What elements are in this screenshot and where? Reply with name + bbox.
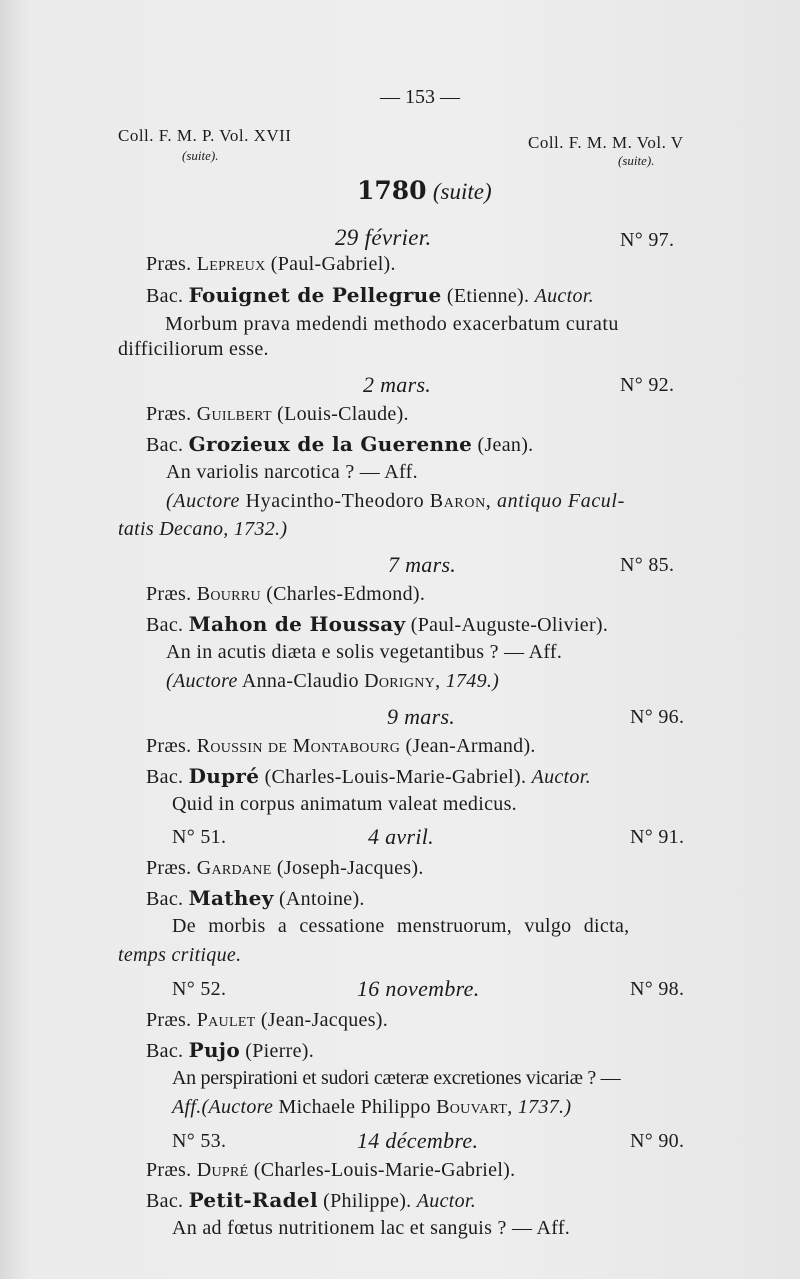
entry-date: 2 mars. xyxy=(363,372,432,397)
praeses-line: Præs. Guilbert (Louis-Claude). xyxy=(146,403,409,425)
entry-date: 14 décembre. xyxy=(357,1128,479,1153)
entry-number-right: N° 90. xyxy=(630,1130,685,1152)
entry-number-right: N° 92. xyxy=(620,374,675,396)
entry-date: 7 mars. xyxy=(388,552,457,577)
praeses-line: Præs. Paulet (Jean-Jacques). xyxy=(146,1009,389,1031)
entry-number-right: N° 91. xyxy=(630,826,685,848)
entry-number-right: N° 96. xyxy=(630,706,685,728)
praeses-line: Præs. Bourru (Charles-Edmond). xyxy=(146,583,426,605)
auctore-note: (Auctore Hyacintho-Theodoro Baron, antiquo Facul- xyxy=(166,490,625,512)
auctore-note: (Auctore Anna-Claudio Dorigny, 1749.) xyxy=(166,670,500,692)
entry-number-left: N° 51. xyxy=(172,826,227,848)
praeses-line: Præs. Gardane (Joseph-Jacques). xyxy=(146,857,424,879)
baccalaureus-line: Bac. Pujo (Pierre). xyxy=(146,1038,315,1062)
thesis-title: An perspirationi et sudori cæteræ excretiones vicariæ ? — xyxy=(172,1067,621,1089)
praeses-line: Præs. Lepreux (Paul-Gabriel). xyxy=(146,253,396,275)
entry-date: 9 mars. xyxy=(387,704,456,729)
entry-number-left: N° 53. xyxy=(172,1130,227,1152)
thesis-title: An ad fœtus nutritionem lac et sanguis ? — Aff. xyxy=(172,1217,571,1239)
header-right-subtitle: (suite). xyxy=(618,153,655,168)
entry-date: 29 février. xyxy=(335,225,432,250)
baccalaureus-line: Bac. Mahon de Houssay (Paul-Auguste-Olivier). xyxy=(146,612,609,636)
entry-number-left: N° 52. xyxy=(172,978,227,1000)
thesis-title-continued: temps critique. xyxy=(118,944,242,966)
entry-date: 16 novembre. xyxy=(357,976,480,1001)
header-right-title: Coll. F. M. M. Vol. V xyxy=(528,133,684,152)
header-left-subtitle: (suite). xyxy=(182,148,219,163)
entry-number-right: N° 97. xyxy=(620,229,675,251)
baccalaureus-line: Bac. Petit-Radel (Philippe). Auctor. xyxy=(146,1188,477,1212)
page-number: — 153 — xyxy=(380,86,460,108)
thesis-title: Quid in corpus animatum valeat medicus. xyxy=(172,793,517,815)
thesis-title: De morbis a cessatione menstruorum, vulgo dicta, xyxy=(172,915,630,937)
praeses-line: Præs. Roussin de Montabourg (Jean-Armand). xyxy=(146,735,536,757)
header-left-title: Coll. F. M. P. Vol. XVII xyxy=(118,126,292,145)
year-suffix: (suite) xyxy=(432,179,492,204)
praeses-line: Præs. Dupré (Charles-Louis-Marie-Gabriel). xyxy=(146,1159,516,1181)
baccalaureus-line: Bac. Fouignet de Pellegrue (Etienne). Auctor. xyxy=(146,283,594,307)
baccalaureus-line: Bac. Dupré (Charles-Louis-Marie-Gabriel). Auctor. xyxy=(146,764,591,788)
baccalaureus-line: Bac. Mathey (Antoine). xyxy=(146,886,365,910)
entry-date: 4 avril. xyxy=(368,824,434,849)
auctore-note-continued: tatis Decano, 1732.) xyxy=(118,518,288,540)
thesis-title: Morbum prava medendi methodo exacerbatum curatu xyxy=(165,313,619,335)
thesis-title-continued: difficiliorum esse. xyxy=(118,338,269,360)
thesis-title: An variolis narcotica ? — Aff. xyxy=(166,461,418,483)
auctore-note: Aff.(Auctore Michaele Philippo Bouvart, 1737.) xyxy=(172,1096,572,1118)
entry-number-right: N° 85. xyxy=(620,554,675,576)
year: 1780 xyxy=(357,176,427,205)
thesis-title: An in acutis diæta e solis vegetantibus ? — Aff. xyxy=(166,641,563,663)
baccalaureus-line: Bac. Grozieux de la Guerenne (Jean). xyxy=(146,432,534,456)
entry-number-right: N° 98. xyxy=(630,978,685,1000)
year-heading xyxy=(357,176,492,206)
